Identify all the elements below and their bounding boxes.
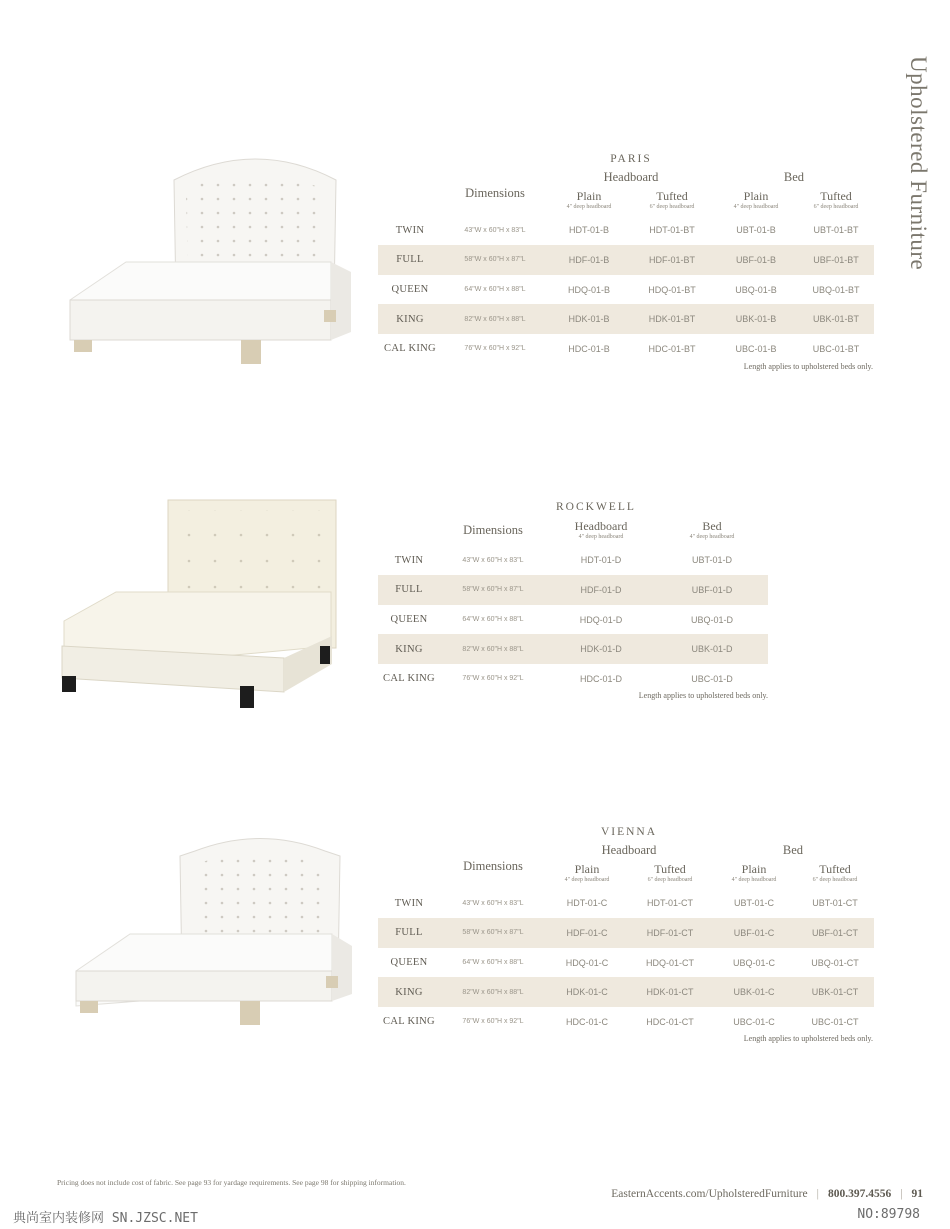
paris-spec-table [378, 150, 874, 364]
paris-title: PARIS [610, 153, 652, 165]
pricing-note: Pricing does not include cost of fabric. See page 93 for yardage requirements. See page 98 for shipping information. [57, 1178, 406, 1187]
vienna-title: VIENNA [600, 826, 658, 838]
table-row: TWIN 43"W x 60"H x 83"L HDT-01-C HDT-01-CT UBT-01-C UBT-01-CT [394, 897, 858, 909]
column-header: Plain 4" deep headboard [566, 189, 612, 211]
paris-headboard-group: Headboard [603, 169, 659, 184]
table-row: FULL 58"W x 60"H x 87"L HDF-01-C HDF-01-CT UBF-01-C UBF-01-CT [378, 918, 874, 948]
rockwell-title: ROCKWELL [556, 501, 636, 513]
divider: | [816, 1188, 819, 1200]
column-header: Tufted 6" deep headboard [812, 862, 858, 884]
rockwell-bed-image [46, 496, 356, 721]
paris-bed-group: Bed [783, 169, 805, 184]
watermark-number: NO:89798 [857, 1207, 920, 1222]
phone-number: 800.397.4556 [827, 1188, 892, 1200]
divider: | [900, 1188, 903, 1200]
footer-contact [611, 1188, 923, 1200]
rockwell-dimensions-header: Dimensions [463, 523, 523, 538]
watermark-site: 典尚室内装修网 SN.JZSC.NET [13, 1211, 198, 1226]
rockwell-spec-table [378, 498, 768, 694]
column-header: Tufted 6" deep headboard [649, 189, 695, 211]
table-row: CAL KING 76"W x 60"H x 92"L HDC-01-C HDC-01-CT UBC-01-C UBC-01-CT [383, 1016, 859, 1028]
column-header: Tufted 6" deep headboard [813, 189, 859, 211]
vienna-dimensions-header: Dimensions [463, 859, 523, 873]
section-title: Upholstered Furniture [906, 56, 931, 271]
column-header: Tufted 6" deep headboard [647, 862, 693, 884]
paris-length-note: Length applies to upholstered beds only. [743, 362, 873, 371]
table-row: TWIN 43"W x 60"H x 83"L HDT-01-D UBT-01-D [394, 554, 732, 566]
table-row: FULL 58"W x 60"H x 87"L HDF-01-B HDF-01-BT UBF-01-B UBF-01-BT [378, 245, 874, 275]
table-row: CAL KING 76"W x 60"H x 92"L HDC-01-B HDC-01-BT UBC-01-B UBC-01-BT [384, 343, 860, 355]
vienna-length-note: Length applies to upholstered beds only. [743, 1034, 873, 1043]
table-row: KING 82"W x 60"H x 88"L HDK-01-C HDK-01-CT UBK-01-C UBK-01-CT [378, 977, 874, 1007]
table-row: QUEEN 64"W x 60"H x 88"L HDQ-01-B HDQ-01-BT UBQ-01-B UBQ-01-BT [391, 284, 860, 296]
column-header: Plain 4" deep headboard [731, 862, 777, 884]
table-row: TWIN 43"W x 60"H x 83"L HDT-01-B HDT-01-BT UBT-01-B UBT-01-BT [395, 224, 859, 236]
column-header: Bed 4" deep headboard [689, 519, 735, 541]
page-number: 91 [911, 1188, 923, 1200]
vienna-spec-table [378, 823, 874, 1037]
rockwell-length-note: Length applies to upholstered beds only. [638, 691, 768, 700]
table-row: FULL 58"W x 60"H x 87"L HDF-01-D UBF-01-D [378, 575, 768, 605]
website-link[interactable]: EasternAccents.com/UpholsteredFurniture [611, 1188, 808, 1200]
table-row: KING 82"W x 60"H x 88"L HDK-01-D UBK-01-D [378, 634, 768, 664]
column-header: Plain 4" deep headboard [564, 862, 610, 884]
vienna-headboard-group: Headboard [601, 842, 657, 857]
vienna-bed-image [70, 826, 360, 1044]
vienna-bed-group: Bed [782, 842, 804, 857]
paris-dimensions-header: Dimensions [465, 186, 525, 200]
column-header: Headboard 4" deep headboard [574, 519, 628, 541]
paris-bed-image [66, 150, 356, 378]
table-row: QUEEN 64"W x 60"H x 88"L HDQ-01-D UBQ-01-D [390, 614, 733, 626]
column-header: Plain 4" deep headboard [733, 189, 779, 211]
table-row: KING 82"W x 60"H x 88"L HDK-01-B HDK-01-BT UBK-01-B UBK-01-BT [378, 304, 874, 334]
table-row: CAL KING 76"W x 60"H x 92"L HDC-01-D UBC-01-D [383, 673, 733, 685]
table-row: QUEEN 64"W x 60"H x 88"L HDQ-01-C HDQ-01-CT UBQ-01-C UBQ-01-CT [390, 957, 859, 969]
